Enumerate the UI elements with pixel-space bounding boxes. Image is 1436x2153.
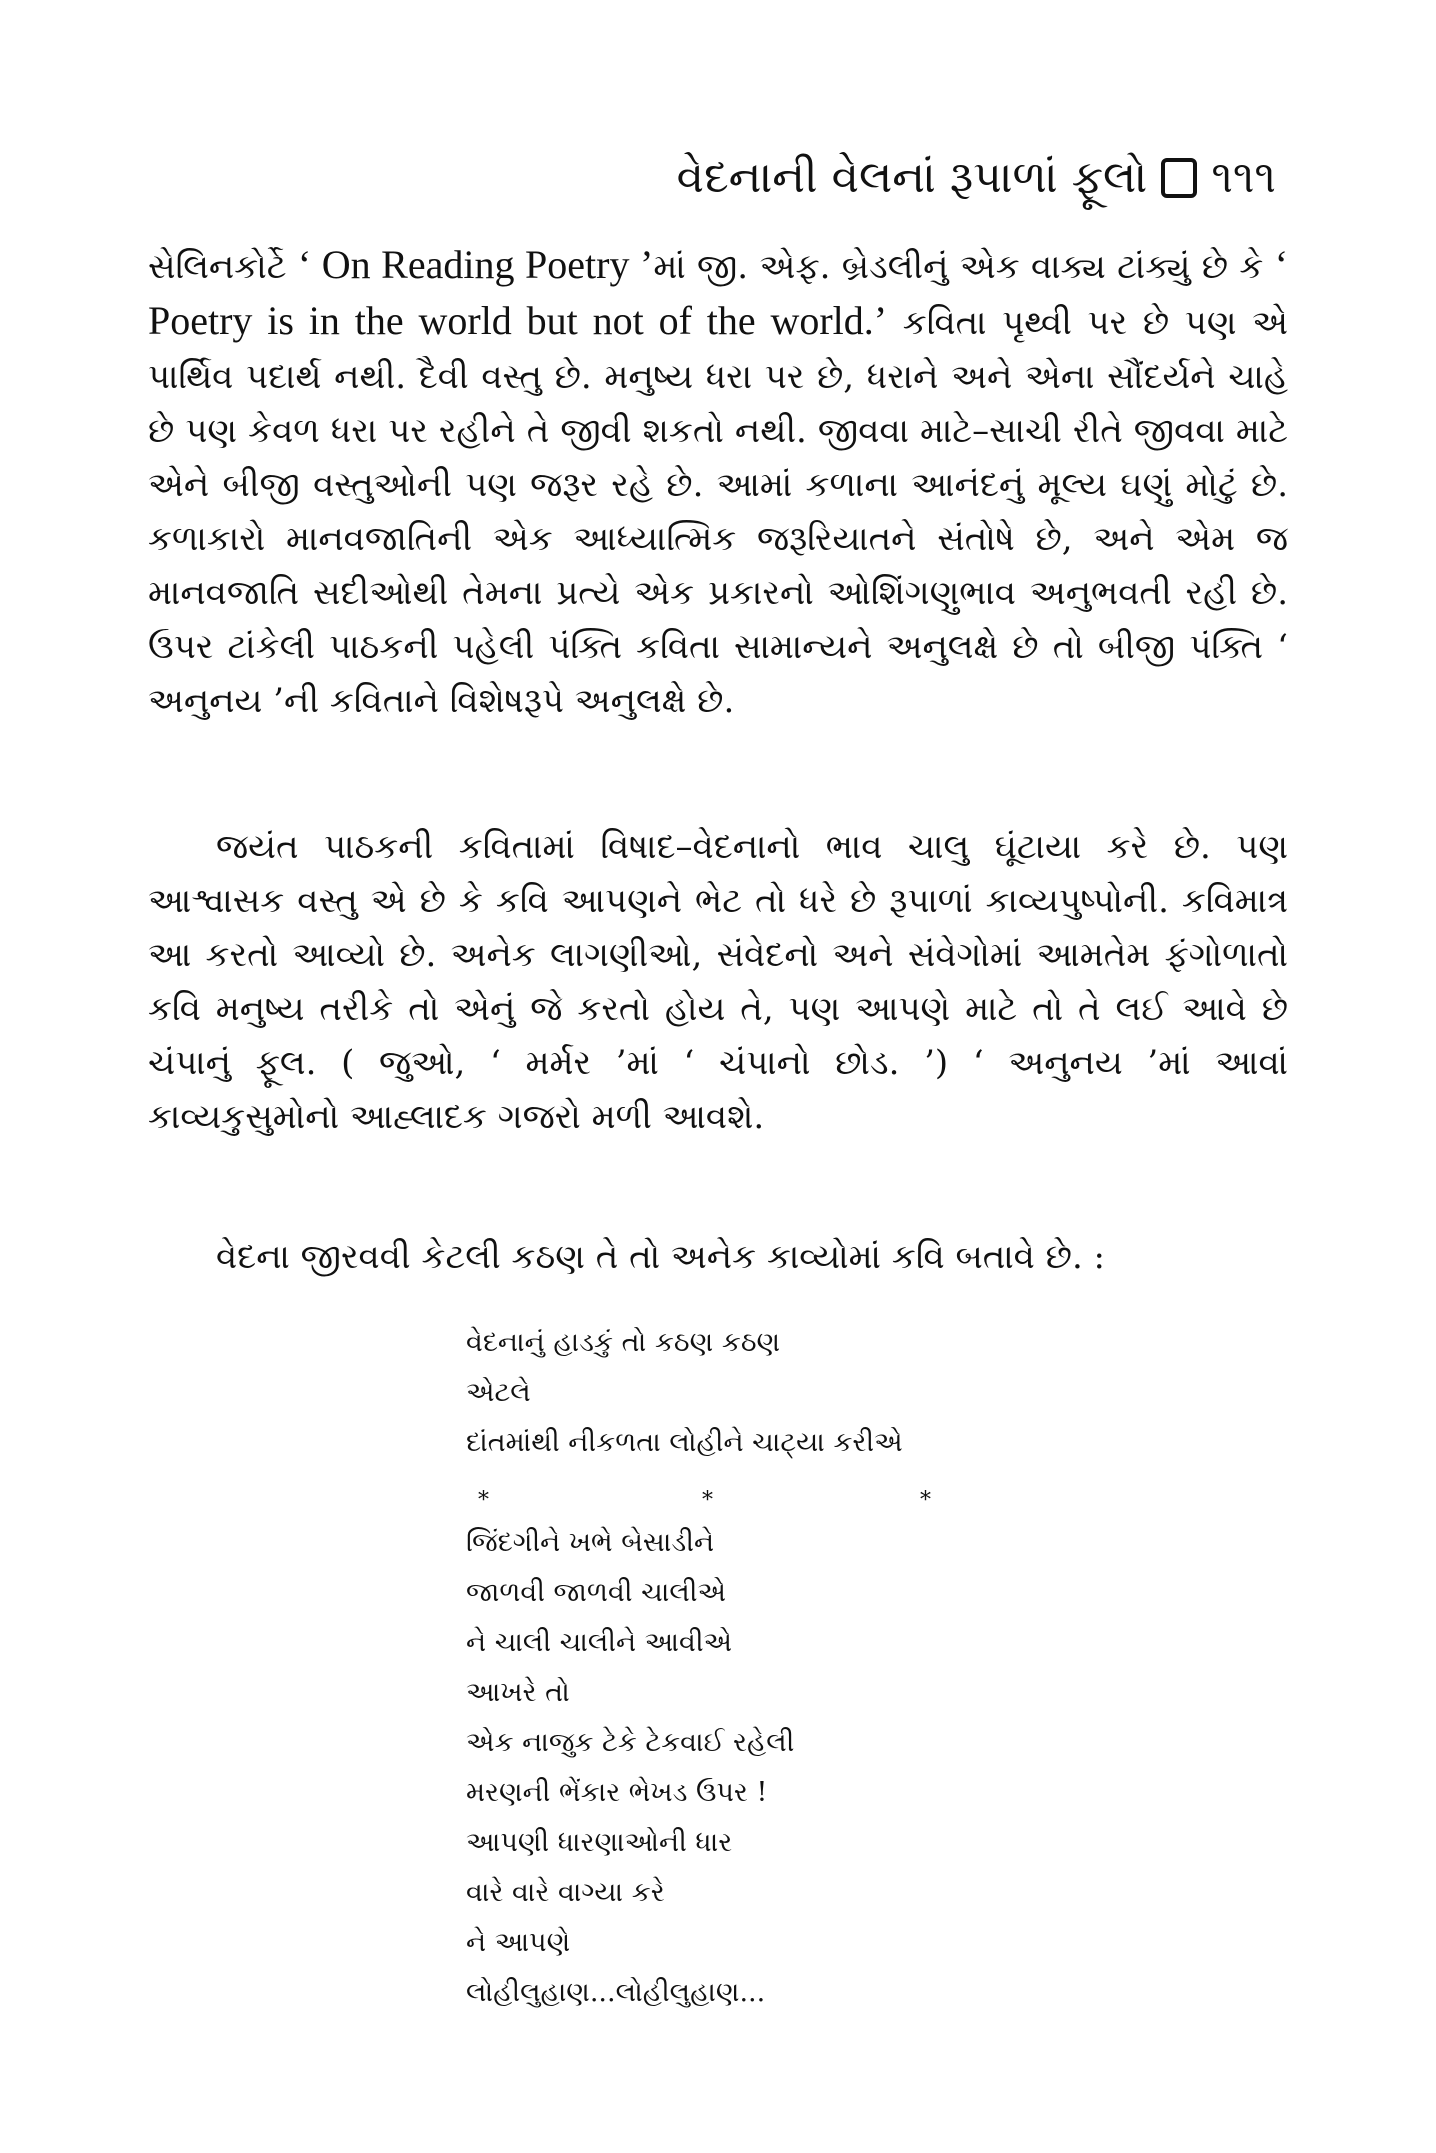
- poem-line: જાળવી જાળવી ચાલીએ: [466, 1577, 726, 1608]
- chapter-title: વેદનાની વેલનાં રૂપાળાં ફૂલો: [676, 152, 1148, 203]
- poem-line: વેદનાનું હાડકું તો કઠણ કઠણ: [466, 1327, 781, 1358]
- page-number: ૧૧૧: [1211, 152, 1276, 203]
- separator-star-icon: *: [478, 1488, 489, 1513]
- paragraph-1-mid: માં જી. એફ. બ્રેડલીનું એક વાક્ય ટાંક્યું છે કે: [653, 247, 1275, 287]
- paragraph-1: [148, 238, 1288, 728]
- poem-excerpt: [466, 1318, 931, 2018]
- poem-line: જિંદગીને ખભે બેસાડીને: [466, 1527, 715, 1558]
- poem-line: એટલે: [466, 1377, 531, 1408]
- poem-line: ને આપણે: [466, 1927, 571, 1958]
- paragraph-3: વેદના જીરવવી કેટલી કઠણ તે તો અનેક કાવ્યોમાં કવિ બતાવે છે. :: [216, 1237, 1106, 1277]
- square-ornament-icon: [1161, 158, 1197, 198]
- english-poetry-quote: ‘ Poetry is in the world but not of the world.’: [148, 242, 1289, 343]
- paragraph-1-post: કવિતા પૃથ્વી પર છે પણ એ પાર્થિવ પદાર્થ નથી. દૈવી વસ્તુ છે. મનુષ્ય ધરા પર છે, ધરાને અને એના સૌંદર્યને ચાહે છે પણ કેવળ ધરા પર રહીને તે જીવી શકતો નથી. જીવવા માટે–સાચી રીતે જીવવા માટે એને બીજી વસ્તુઓની પણ જરૂર રહે છે. આમાં કળાના આનંદનું મૂલ્ય ઘણું મોટું છે. કળાકારો માનવજાતિની એક આધ્યાત્મિક જરૂરિયાતને સંતોષે છે, અને એમ જ માનવજાતિ સદીઓથી તેમના પ્રત્યે એક પ્રકારનો ઓશિંગણુભાવ અનુભવતી રહી છે. ઉપર ટાંકેલી પાઠકની પહેલી પંક્તિ કવિતા સામાન્યને અનુલક્ષે છે તો બીજી પંક્તિ ‘ અનુનય ’ની કવિતાને વિશેષરૂપે અનુલક્ષે છે.: [148, 303, 1288, 721]
- poem-line: ને ચાલી ચાલીને આવીએ: [466, 1627, 733, 1658]
- stanza-separator: [466, 1468, 931, 1518]
- poem-line: આપણી ધારણાઓની ધાર: [466, 1827, 733, 1858]
- poem-line: દાંતમાંથી નીકળતા લોહીને ચાટ્યા કરીએ: [466, 1427, 903, 1458]
- poem-line: મરણની ભેંકાર ભેખડ ઉપર !: [466, 1777, 768, 1808]
- separator-star-icon: *: [702, 1488, 713, 1513]
- poem-line: એક નાજુક ટેકે ટેકવાઈ રહેલી: [466, 1727, 795, 1758]
- paragraph-1-pre: સેલિનકોર્ટે: [148, 247, 298, 287]
- poem-line: વારે વારે વાગ્યા કરે: [466, 1877, 665, 1908]
- running-header: [677, 152, 1276, 203]
- poem-line: આખરે તો: [466, 1677, 570, 1708]
- separator-star-icon: *: [920, 1488, 931, 1513]
- poem-line: લોહીલુહાણ...લોહીલુહાણ...: [466, 1977, 766, 2008]
- paragraph-2: જયંત પાઠકની કવિતામાં વિષાદ–વેદનાનો ભાવ ચાલુ ઘૂંટાયા કરે છે. પણ આશ્વાસક વસ્તુ એ છે કે કવિ આપણને ભેટ તો ધરે છે રૂપાળાં કાવ્યપુષ્પોની. કવિમાત્ર આ કરતો આવ્યો છે. અનેક લાગણીઓ, સંવેદનો અને સંવેગોમાં આમતેમ ફંગોળાતો કવિ મનુષ્ય તરીકે તો એનું જે કરતો હોય તે, પણ આપણે માટે તો તે લઈ આવે છે ચંપાનું ફૂલ. ( જુઓ, ‘ મર્મર ’માં ‘ ચંપાનો છોડ. ’) ‘ અનુનય ’માં આવાં કાવ્યકુસુમોનો આહ્લાદક ગજરો મળી આવશે.: [148, 827, 1288, 1137]
- english-title-quote: ‘ On Reading Poetry ’: [297, 242, 654, 287]
